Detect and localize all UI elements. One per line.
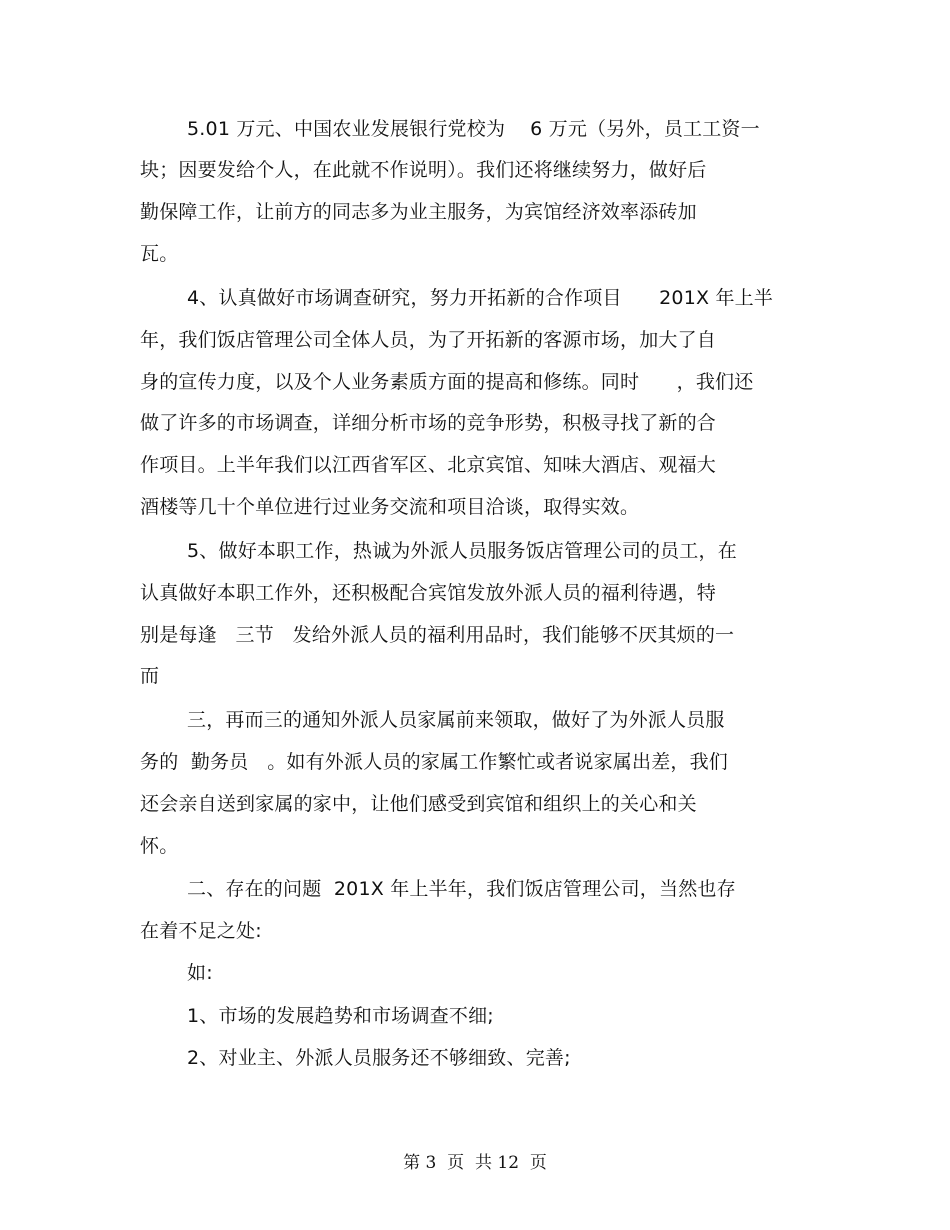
text-line-9: 作项目。上半年我们以江西省军区、北京宾馆、知味大酒店、观福大 — [140, 454, 717, 476]
text-line-17: 还会亲自送到家属的家中，让他们感受到宾馆和组织上的关心和关 — [140, 793, 697, 815]
text-line-18: 怀。 — [140, 835, 179, 857]
text-line-4: 瓦。 — [140, 243, 179, 265]
page-footer: 第 3 页 共 12 页 — [403, 1153, 547, 1173]
text-line-21: 如: — [187, 962, 213, 984]
text-line-12: 认真做好本职工作外，还积极配合宾馆发放外派人员的福利待遇，特 — [140, 582, 717, 604]
text-line-23: 2、对业主、外派人员服务还不够细致、完善; — [187, 1047, 571, 1069]
text-line-2: 块；因要发给个人，在此就不作说明）。我们还将继续努力，做好后 — [140, 159, 707, 181]
text-line-22: 1、市场的发展趋势和市场调查不细; — [187, 1005, 494, 1027]
text-line-6: 年，我们饭店管理公司全体人员，为了开拓新的客源市场，加大了自 — [140, 329, 717, 351]
text-line-15: 三，再而三的通知外派人员家属前来领取，做好了为外派人员服 — [187, 709, 725, 731]
text-line-8: 做了许多的市场调查，详细分析市场的竞争形势，积极寻找了新的合 — [140, 412, 717, 434]
text-line-14: 而 — [140, 665, 160, 687]
text-line-10: 酒楼等几十个单位进行过业务交流和项目洽谈，取得实效。 — [140, 496, 640, 518]
text-line-5: 4、认真做好市场调查研究，努力开拓新的合作项目 201X 年上半 — [187, 287, 774, 309]
text-line-13: 别是每逢 三节 发给外派人员的福利用品时，我们能够不厌其烦的一 — [140, 624, 735, 646]
text-line-16: 务的 勤务员 。如有外派人员的家属工作繁忙或者说家属出差，我们 — [140, 751, 728, 773]
text-line-1: 5.01 万元、中国农业发展银行党校为 6 万元（另外，员工工资一 — [187, 118, 760, 140]
text-line-11: 5、做好本职工作，热诚为外派人员服务饭店管理公司的员工，在 — [187, 540, 737, 562]
text-line-7: 身的宣传力度，以及个人业务素质方面的提高和修练。同时 ，我们还 — [140, 371, 754, 393]
text-line-19: 二、存在的问题 201X 年上半年，我们饭店管理公司，当然也存 — [187, 878, 736, 900]
text-line-3: 勤保障工作，让前方的同志多为业主服务，为宾馆经济效率添砖加 — [140, 201, 697, 223]
text-line-20: 在着不足之处: — [140, 920, 262, 942]
